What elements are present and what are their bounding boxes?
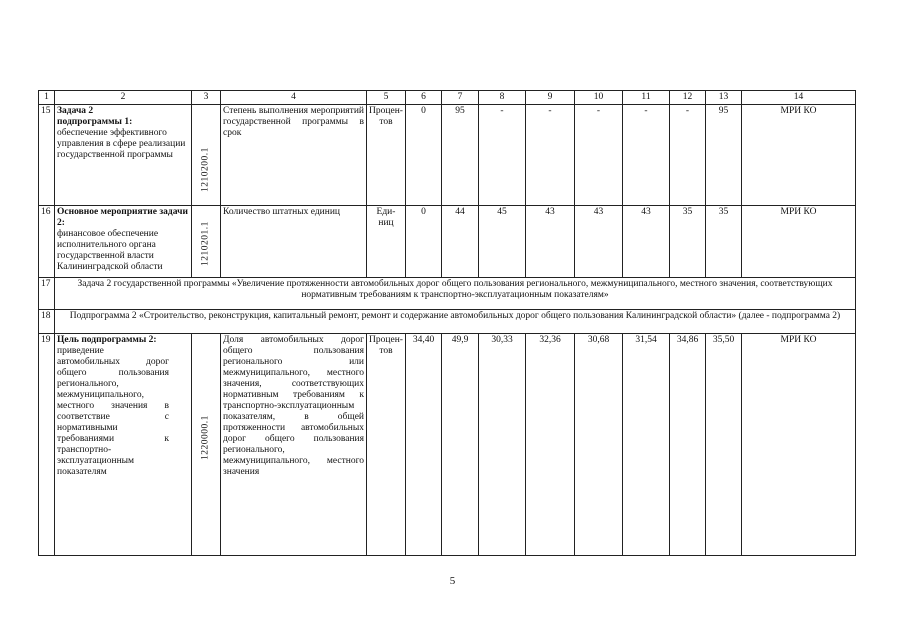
executor: МРИ КО [742, 206, 856, 278]
column-header: 5 [367, 91, 406, 105]
value-cell: 35,50 [706, 334, 742, 556]
table-row [39, 206, 856, 278]
value-cell: - [623, 105, 670, 206]
value-cell: 34,86 [670, 334, 706, 556]
goal-description: приведение автомобильных дорог общего пользования регионального, межмуниципального, местного значения в соответствие с нормативными требованиями к транспортно-эксплуатационным показателям [57, 346, 169, 477]
column-header: 2 [55, 91, 192, 105]
indicators-table [38, 90, 856, 556]
column-header: 3 [192, 91, 221, 105]
budget-code: 1210200.1 [200, 147, 211, 192]
goal-cell [55, 206, 192, 278]
value-cell: - [479, 105, 526, 206]
code-cell [192, 206, 221, 278]
column-header: 6 [406, 91, 442, 105]
unit: Процен- тов [367, 105, 406, 206]
column-header: 1 [39, 91, 55, 105]
indicator-name: Количество штатных единиц [221, 206, 367, 278]
row-number: 19 [39, 334, 55, 556]
goal-cell [55, 334, 192, 556]
column-header: 10 [575, 91, 623, 105]
section-heading: Подпрограмма 2 «Строительство, реконструкция, капитальный ремонт, ремонт и содержание автомобильных дорог общего пользования Калининградской области» (далее - подпрограмма 2) [55, 310, 856, 334]
section-heading: Задача 2 государственной программы «Увеличение протяженности автомобильных дорог общего пользования регионального, межмуниципального, местного значения, соответствующих нормативным требованиям к транспортно-эксплуатационным показателям» [55, 278, 856, 310]
value-cell: 35 [706, 206, 742, 278]
value-cell: - [575, 105, 623, 206]
row-number: 15 [39, 105, 55, 206]
table-row [39, 105, 856, 206]
value-cell: 0 [406, 105, 442, 206]
unit: Еди- ниц [367, 206, 406, 278]
column-header: 7 [442, 91, 479, 105]
value-cell: 44 [442, 206, 479, 278]
value-cell: 34,40 [406, 334, 442, 556]
table-row [39, 278, 856, 310]
column-header: 14 [742, 91, 856, 105]
indicator-name: Доля автомобильных дорог общего пользования регионального или межмуниципального, местного значения, соответствующих нормативным требованиям к транспортно-эксплуатационным показателям, в общей протяженности автомобильных дорог общего пользования регионального, межмуниципального, местного значения [221, 334, 367, 556]
value-cell: 49,9 [442, 334, 479, 556]
value-cell: 35 [670, 206, 706, 278]
column-header: 11 [623, 91, 670, 105]
value-cell: 43 [526, 206, 575, 278]
row-number: 17 [39, 278, 55, 310]
table-row [39, 334, 856, 556]
value-cell: - [670, 105, 706, 206]
budget-code: 1210201.1 [200, 221, 211, 266]
value-cell: 32,36 [526, 334, 575, 556]
value-cell: 43 [623, 206, 670, 278]
value-cell: - [526, 105, 575, 206]
value-cell: 30,68 [575, 334, 623, 556]
executor: МРИ КО [742, 105, 856, 206]
value-cell: 0 [406, 206, 442, 278]
page-number: 5 [449, 575, 456, 587]
goal-title: Цель подпрограммы 2: [57, 335, 157, 345]
goal-description: финансовое обеспечение исполнительного органа государственной власти Калининградской области [57, 229, 163, 272]
goal-title: Основное мероприятие задачи 2: [57, 207, 188, 228]
unit: Процен- тов [367, 334, 406, 556]
code-cell [192, 334, 221, 556]
goal-cell [55, 105, 192, 206]
code-cell [192, 105, 221, 206]
goal-description: обеспечение эффективного управления в сфере реализации государственной программы [57, 128, 186, 160]
column-header: 12 [670, 91, 706, 105]
value-cell: 31,54 [623, 334, 670, 556]
value-cell: 30,33 [479, 334, 526, 556]
value-cell: 95 [706, 105, 742, 206]
value-cell: 43 [575, 206, 623, 278]
column-header: 4 [221, 91, 367, 105]
executor: МРИ КО [742, 334, 856, 556]
column-number-header-row [39, 91, 856, 105]
goal-title: Задача 2 подпрограммы 1: [57, 106, 133, 127]
value-cell: 95 [442, 105, 479, 206]
row-number: 16 [39, 206, 55, 278]
column-header: 9 [526, 91, 575, 105]
value-cell: 45 [479, 206, 526, 278]
column-header: 8 [479, 91, 526, 105]
indicator-name: Степень выполнения мероприятий государственной программы в срок [221, 105, 367, 206]
budget-code: 1220000.1 [200, 415, 211, 460]
column-header: 13 [706, 91, 742, 105]
table-row [39, 310, 856, 334]
row-number: 18 [39, 310, 55, 334]
